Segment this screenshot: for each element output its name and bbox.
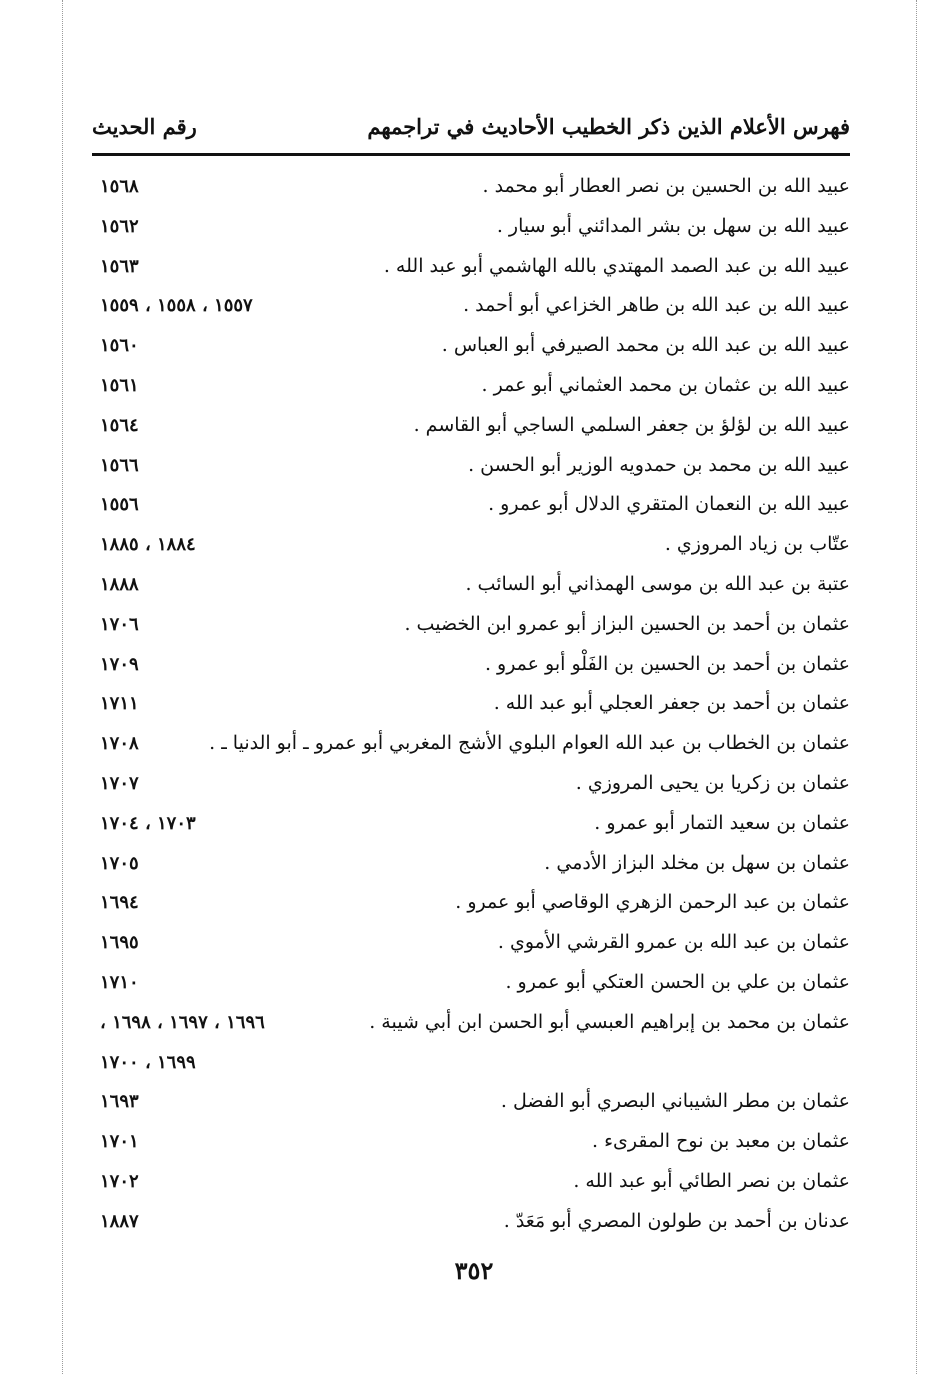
index-entry [92,1003,850,1043]
index-entry [92,963,850,1003]
entry-hadith-numbers: ١٥٦٢ [100,215,139,237]
entry-hadith-numbers: ١٥٥٧ ، ١٥٥٨ ، ١٥٥٩ [100,295,253,317]
page-number: ٣٥٢ [454,1256,494,1285]
entry-name: عتّاب بن زياد المروزي . [664,533,850,556]
entry-hadith-numbers: ١٥٦٨ [100,176,139,197]
index-entry [92,923,850,963]
entry-hadith-numbers: ١٧٠٦ [100,613,139,635]
right-margin-dotted-line [916,0,917,1374]
entry-hadith-numbers: ١٧٠٢ [100,1170,139,1192]
index-entry [92,286,850,326]
index-entries-list [92,167,850,1242]
entry-name: عثمان بن معبد بن نوح المقرىء . [592,1130,850,1153]
entry-hadith-numbers: ١٥٦٤ [100,414,139,436]
entry-name: عثمان بن سهل بن مخلد البزاز الأدمي . [544,851,850,874]
index-title: فهرس الأعلام الذين ذكر الخطيب الأحاديث في تراجمهم [367,114,850,139]
entry-hadith-numbers: ١٥٦٣ [100,255,139,277]
entry-hadith-numbers: ١٧٠٨ [100,733,139,755]
index-entry [92,446,850,486]
index-entry [92,406,850,446]
entry-name: عتبة بن عبد الله بن موسى الهمذاني أبو السائب . [465,572,850,595]
entry-name: عبيد الله بن عبد الله بن طاهر الخزاعي أبو أحمد . [463,294,850,317]
entry-name: عثمان بن أحمد بن الحسين بن الفَلْو أبو عمرو . [484,652,850,675]
entry-name: عثمان بن عبد الرحمن الزهري الوقاصي أبو عمرو . [455,891,850,914]
entry-hadith-numbers: ١٨٨٨ [100,573,139,595]
page-header [92,108,850,148]
entry-name: عثمان بن أحمد بن الحسين البزاز أبو عمرو ابن الخضيب . [404,612,850,635]
entry-hadith-numbers: ١٦٩٣ [100,1091,139,1113]
entry-hadith-numbers: ١٦٩٥ [100,932,139,954]
index-entry [92,366,850,406]
entry-hadith-numbers: ١٧٠٧ [100,772,139,794]
entry-hadith-numbers: ١٥٥٦ [100,494,139,516]
left-margin-dotted-line [62,0,63,1374]
entry-hadith-numbers: ١٥٦١ [100,374,139,396]
entry-hadith-numbers: ١٥٦٠ [100,335,139,357]
entry-hadith-numbers: ١٦٩٤ [100,892,139,914]
entry-hadith-numbers: ١٨٨٧ [100,1210,139,1232]
index-entry [92,605,850,645]
entry-hadith-numbers: ١٧١١ [100,693,139,715]
index-entry [92,565,850,605]
hadith-number-column-label: رقم الحديث [92,114,197,139]
index-entry [92,684,850,724]
entry-name: عبيد الله بن عبد الصمد المهتدي بالله الهاشمي أبو عبد الله . [383,254,850,277]
entry-name: عبيد الله بن لؤلؤ بن جعفر السلمي الساجي أبو القاسم . [413,413,850,436]
index-entry [92,1162,850,1202]
entry-hadith-numbers: ١٨٨٤ ، ١٨٨٥ [100,534,196,556]
index-entry [92,525,850,565]
entry-hadith-numbers: ١٥٦٦ [100,454,139,476]
entry-hadith-numbers: ١٦٩٩ ، ١٧٠٠ [100,1051,196,1073]
index-entry [92,764,850,804]
index-entry [92,1043,850,1083]
entry-name: عثمان بن علي بن الحسن العتكي أبو عمرو . [505,970,850,993]
index-entry [92,724,850,764]
index-entry [92,645,850,685]
index-entry [92,485,850,525]
index-entry [92,1082,850,1122]
entry-hadith-numbers: ١٧٠٥ [100,852,139,874]
entry-hadith-numbers: ١٧٠٣ ، ١٧٠٤ [100,812,196,834]
index-entry [92,804,850,844]
index-entry [92,326,850,366]
entry-name: عثمان بن نصر الطائي أبو عبد الله . [573,1169,850,1192]
entry-hadith-numbers: ١٦٩٦ ، ١٦٩٧ ، ١٦٩٨ ، [100,1011,265,1033]
index-entry [92,1122,850,1162]
header-rule [92,153,850,156]
index-entry [92,247,850,287]
entry-name: عثمان بن أحمد بن جعفر العجلي أبو عبد الله . [493,692,850,715]
entry-name: عثمان بن مطر الشيباني البصري أبو الفضل . [500,1090,850,1113]
index-entry [92,883,850,923]
entry-name: عثمان بن الخطاب بن عبد الله العوام البلوي الأشج المغربي أبو عمرو ـ أبو الدنيا ـ . [209,732,850,755]
index-entry [92,167,850,207]
entry-name: عبيد الله بن الحسين بن نصر العطار أبو محمد . [482,175,850,197]
index-entry [92,844,850,884]
index-entry [92,1202,850,1242]
index-entry [92,207,850,247]
entry-name: عدنان بن أحمد بن طولون المصري أبو مَعَدّ . [503,1209,850,1232]
entry-name: عبيد الله بن سهل بن بشر المدائني أبو سيار . [496,214,850,237]
entry-hadith-numbers: ١٧٠١ [100,1131,139,1153]
entry-name: عبيد الله بن النعمان المتقري الدلال أبو عمرو . [488,493,850,516]
entry-hadith-numbers: ١٧١٠ [100,971,139,993]
entry-hadith-numbers: ١٧٠٩ [100,653,139,675]
entry-name: عبيد الله بن عثمان بن محمد العثماني أبو عمر . [481,373,850,396]
entry-name: عبيد الله بن عبد الله بن محمد الصيرفي أبو العباس . [441,334,850,357]
entry-name: عبيد الله بن محمد بن حمدويه الوزير أبو الحسن . [468,453,850,476]
entry-name: عثمان بن زكريا بن يحيى المروزي . [575,771,850,794]
entry-name: عثمان بن محمد بن إبراهيم العبسي أبو الحسن ابن أبي شيبة . [369,1010,850,1033]
entry-name: عثمان بن سعيد التمار أبو عمرو . [594,811,850,834]
entry-name: عثمان بن عبد الله بن عمرو القرشي الأموي . [497,931,850,954]
